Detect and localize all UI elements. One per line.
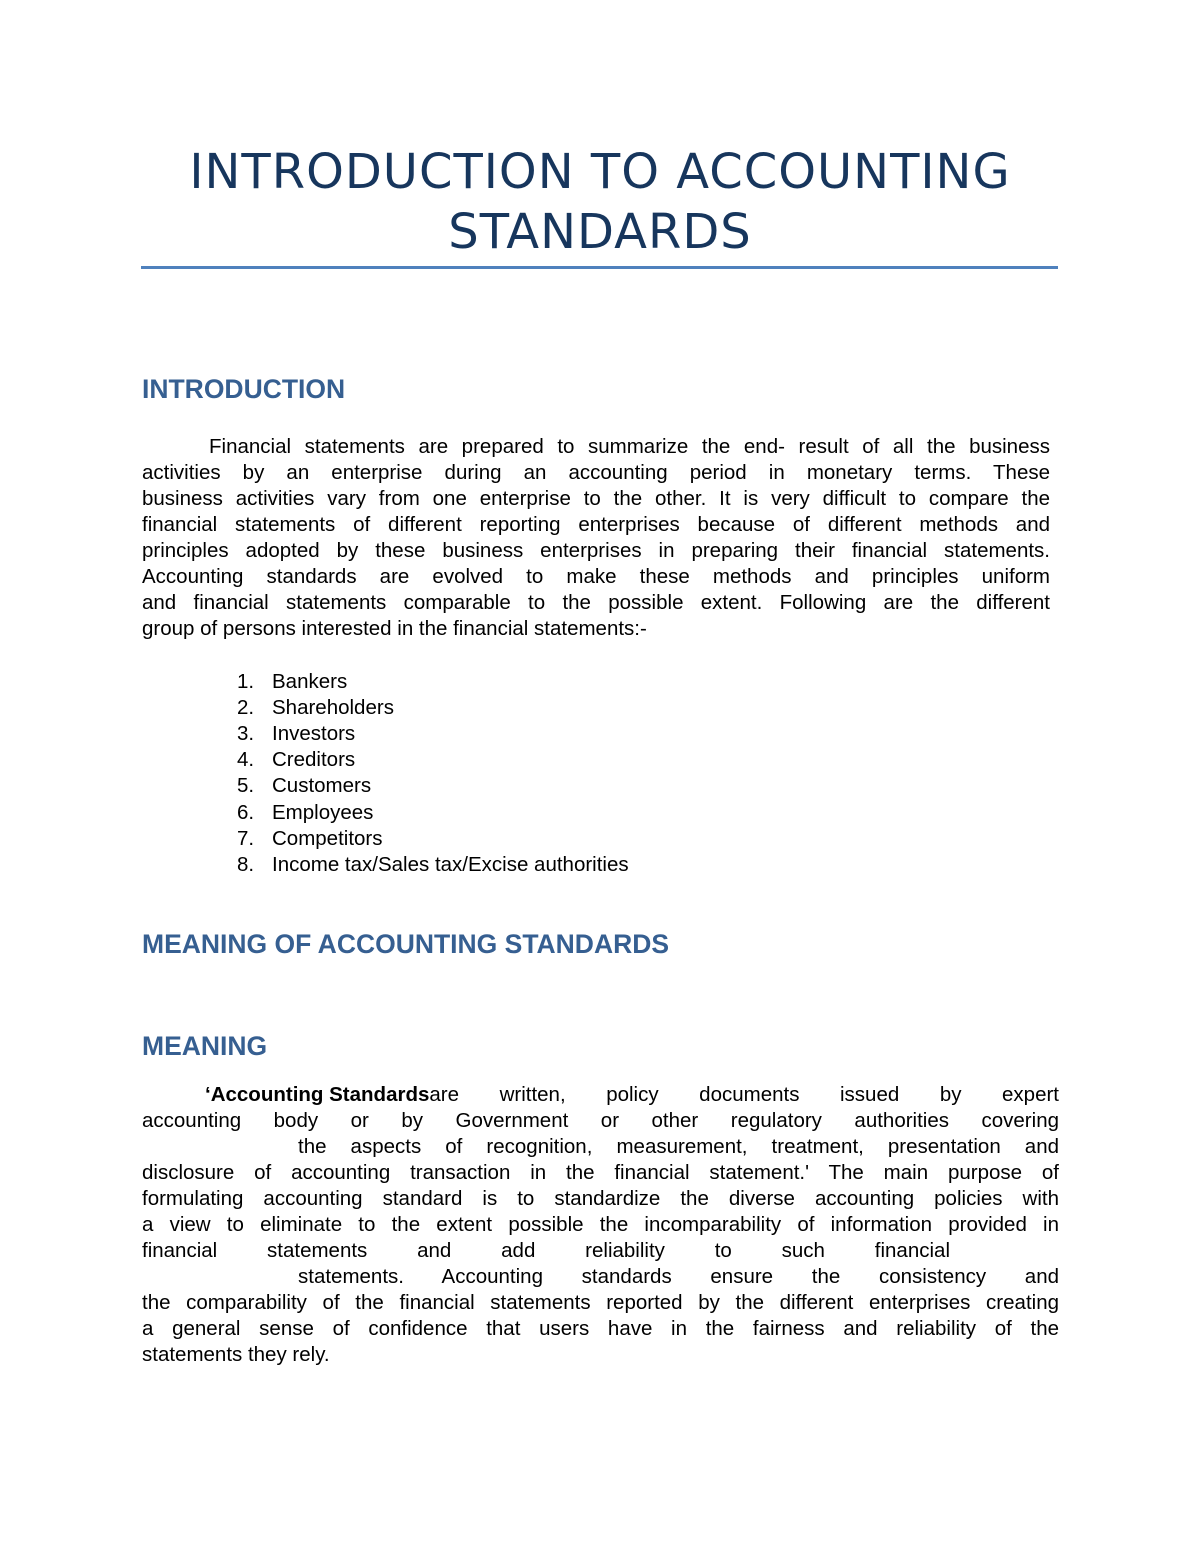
intro-paragraph-line: and financial statements comparable to the possible extent. Following are the different <box>142 591 1050 614</box>
meaning-paragraph-line: formulating accounting standard is to standardize the diverse accounting policies with <box>142 1187 1059 1210</box>
list-item <box>237 721 355 747</box>
intro-paragraph-line: Financial statements are prepared to summarize the end- result of all the business <box>209 435 1050 458</box>
list-item <box>237 747 355 773</box>
list-item-number: 3. <box>237 722 255 745</box>
list-item-number: 8. <box>237 853 255 876</box>
list-item-text: Creditors <box>272 748 356 771</box>
list-item-number: 1. <box>237 670 255 693</box>
list-item-number: 2. <box>237 696 255 719</box>
list-item-text: Investors <box>272 722 356 745</box>
meaning-paragraph-line: the comparability of the financial statements reported by the different enterprises creating <box>142 1291 1059 1314</box>
list-item-number: 5. <box>237 774 255 797</box>
meaning-paragraph-line: a view to eliminate to the extent possible the incomparability of information provided in <box>142 1213 1059 1236</box>
intro-paragraph-line: Accounting standards are evolved to make these methods and principles uniform <box>142 565 1050 588</box>
list-item-text: Competitors <box>272 827 383 850</box>
list-item-text: Employees <box>272 801 374 824</box>
list-item-text: Shareholders <box>272 696 394 719</box>
meaning-paragraph-line <box>205 1082 1059 1108</box>
meaning-paragraph-line: a general sense of confidence that users have in the fairness and reliability of the <box>142 1317 1059 1340</box>
document-title-line-1: INTRODUCTION TO ACCOUNTING <box>189 144 1011 200</box>
list-item <box>237 773 371 799</box>
list-item-number: 7. <box>237 827 255 850</box>
list-item <box>237 826 383 852</box>
list-item-number: 6. <box>237 801 255 824</box>
meaning-of-accounting-standards-heading: MEANING OF ACCOUNTING STANDARDS <box>142 929 670 959</box>
document-title-line-2: STANDARDS <box>448 204 752 260</box>
intro-paragraph-line: group of persons interested in the financial statements:- <box>142 617 647 640</box>
accounting-standards-term: ‘Accounting Standards <box>205 1083 430 1106</box>
meaning-paragraph-line: disclosure of accounting transaction in the financial statement.' The main purpose of <box>142 1161 1059 1184</box>
list-item-text: Income tax/Sales tax/Excise authorities <box>272 853 629 876</box>
intro-paragraph-line: activities by an enterprise during an accounting period in monetary terms. These <box>142 461 1050 484</box>
intro-paragraph-line: business activities vary from one enterprise to the other. It is very difficult to compare the <box>142 487 1050 510</box>
list-item <box>237 852 629 878</box>
introduction-heading: INTRODUCTION <box>142 374 346 404</box>
meaning-paragraph-line: accounting body or by Government or other regulatory authorities covering <box>142 1109 1059 1132</box>
intro-paragraph-line: principles adopted by these business enterprises in preparing their financial statements. <box>142 539 1050 562</box>
list-item <box>237 669 347 695</box>
meaning-subheading: MEANING <box>142 1031 268 1061</box>
meaning-paragraph-line-rest: are written, policy documents issued by expert <box>429 1083 1059 1106</box>
list-item-text: Customers <box>272 774 372 797</box>
list-item-number: 4. <box>237 748 255 771</box>
title-underline-rule <box>141 266 1058 269</box>
list-item <box>237 800 373 826</box>
list-item-text: Bankers <box>272 670 348 693</box>
list-item <box>237 695 394 721</box>
meaning-paragraph-line: the aspects of recognition, measurement, treatment, presentation and <box>298 1135 1059 1158</box>
meaning-paragraph-line: financial statements and add reliability to such financial <box>142 1239 950 1262</box>
intro-paragraph-line: financial statements of different reporting enterprises because of different methods and <box>142 513 1050 536</box>
meaning-paragraph-line: statements. Accounting standards ensure the consistency and <box>298 1265 1059 1288</box>
meaning-paragraph-line: statements they rely. <box>142 1343 330 1366</box>
